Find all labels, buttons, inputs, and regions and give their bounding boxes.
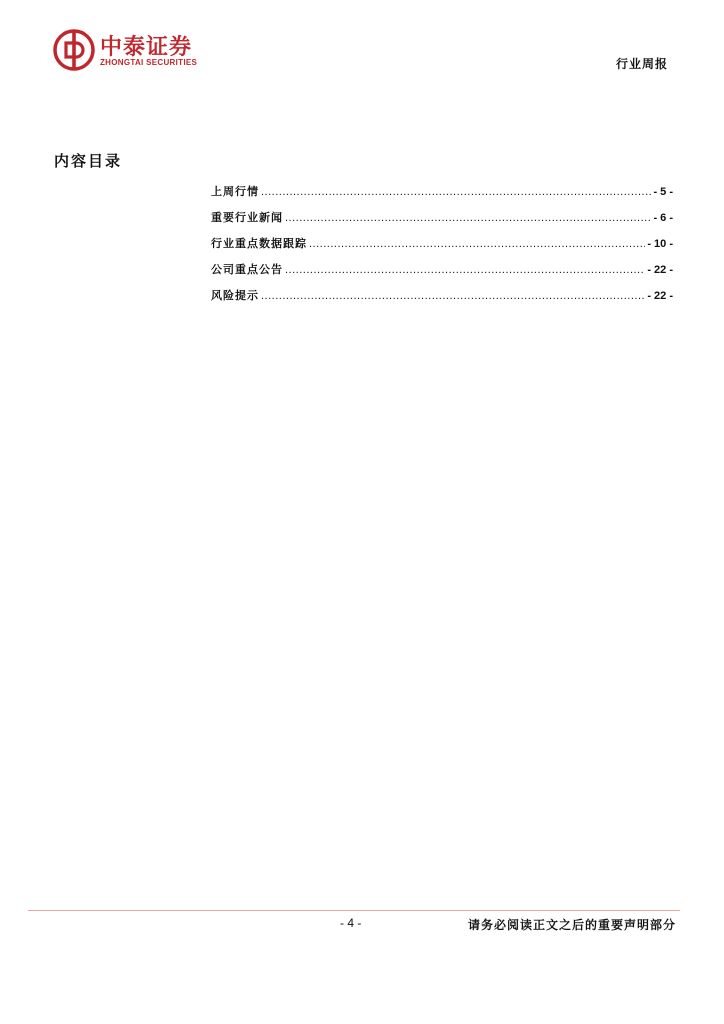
toc-leader-dots <box>309 238 645 250</box>
toc-item[interactable] <box>211 235 673 261</box>
page-header <box>0 0 724 80</box>
footer-divider <box>28 910 680 911</box>
toc-leader-dots <box>285 264 645 276</box>
table-of-contents <box>211 183 673 313</box>
toc-item-label: 重要行业新闻 <box>211 211 283 224</box>
toc-item-label: 行业重点数据跟踪 <box>211 237 307 250</box>
zhongtai-logo-icon <box>52 28 96 72</box>
company-name-en: ZHONGTAI SECURITIES <box>100 58 198 67</box>
toc-item-page: - 22 - <box>647 264 673 276</box>
toc-item-label: 风险提示 <box>211 289 259 302</box>
toc-item-page: - 6 - <box>653 212 673 224</box>
company-name-cn: 中泰证券 <box>100 35 193 60</box>
report-type: 行业周报 <box>615 57 668 71</box>
toc-item-page: - 10 - <box>647 238 673 250</box>
toc-leader-dots <box>285 212 651 224</box>
toc-item[interactable] <box>211 261 673 287</box>
toc-item[interactable] <box>211 209 673 235</box>
toc-item-page: - 5 - <box>653 186 673 198</box>
toc-item-label: 上周行情 <box>211 185 259 198</box>
toc-leader-dots <box>261 290 645 302</box>
toc-item[interactable] <box>211 183 673 209</box>
toc-leader-dots <box>261 186 651 198</box>
page-number: - 4 - <box>340 916 362 930</box>
footer-disclaimer: 请务必阅读正文之后的重要声明部分 <box>467 918 676 932</box>
toc-title: 内容目录 <box>54 152 123 170</box>
toc-item[interactable] <box>211 287 673 313</box>
company-logo <box>52 28 222 74</box>
toc-item-page: - 22 - <box>647 290 673 302</box>
toc-item-label: 公司重点公告 <box>211 263 283 276</box>
